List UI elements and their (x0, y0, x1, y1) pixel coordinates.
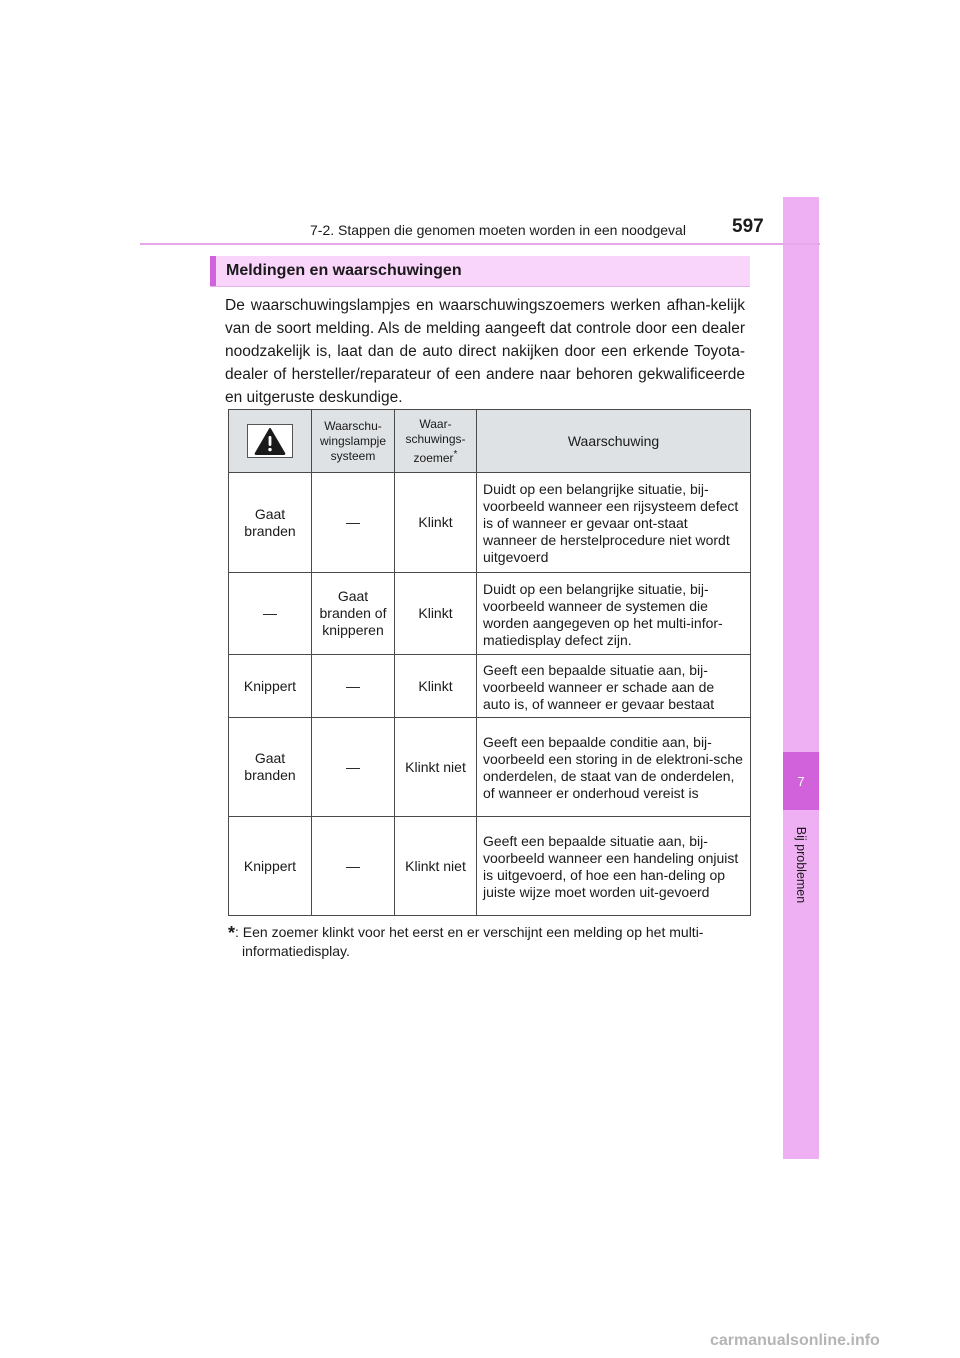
cell-master: — (229, 573, 312, 655)
running-header: 7-2. Stappen die genomen moeten worden in een noodgeval (310, 222, 686, 238)
cell-warning: Geeft een bepaalde conditie aan, bij-voorbeeld een storing in de elektroni-sche onderdelen, de staat van de onderdelen, of wanneer er onderhoud vereist is (477, 718, 751, 817)
header-master-warning-light (229, 410, 312, 473)
header-buzzer-mark: * (453, 448, 458, 460)
chapter-title (784, 818, 818, 912)
page-number: 597 (732, 216, 764, 237)
warning-triangle-icon (254, 427, 286, 455)
cell-warning: Geeft een bepaalde situatie aan, bij-voorbeeld wanneer er schade aan de auto is, of wanneer er gevaar bestaat (477, 655, 751, 718)
warning-table (228, 409, 751, 916)
cell-buzzer: Klinkt (395, 473, 477, 573)
table-row (229, 573, 751, 655)
section-title: Meldingen en waarschuwingen (226, 262, 462, 279)
cell-system: Gaat branden of knipperen (312, 573, 395, 655)
cell-buzzer: Klinkt niet (395, 817, 477, 916)
watermark: carmanualsonline.info (710, 1332, 880, 1349)
cell-system: — (312, 655, 395, 718)
chapter-title-text: Bij problemen (794, 826, 808, 904)
cell-system: — (312, 817, 395, 916)
chapter-number: 7 (783, 752, 819, 810)
chapter-side-tab (783, 197, 819, 1159)
cell-buzzer: Klinkt niet (395, 718, 477, 817)
intro-paragraph: De waarschuwingslampjes en waarschuwingszoemers werken afhan-kelijk van de soort melding. Als de melding aangeeft dat controle door een dealer noodzakelijk is, laat dan de auto direct nakijken door een erkende Toyota-dealer of hersteller/reparateur of een andere naar behoren gekwalificeerde en uitgeruste deskundige. (225, 297, 745, 406)
footnote (228, 923, 748, 960)
cell-warning: Duidt op een belangrijke situatie, bij-voorbeeld wanneer de systemen die worden aangegeven op het multi-infor-matiedisplay defect zijn. (477, 573, 751, 655)
cell-master: Gaat branden (229, 718, 312, 817)
master-warning-light-box (247, 424, 293, 458)
header-buzzer (395, 410, 477, 473)
cell-warning: Geeft een bepaalde situatie aan, bij-voorbeeld wanneer een handeling onjuist is uitgevoerd, of hoe een han-deling op juiste wijze moet worden uit-gevoerd (477, 817, 751, 916)
footnote-line1: : Een zoemer klinkt voor het eerst en er verschijnt een melding op het multi- (235, 924, 704, 940)
table-row (229, 817, 751, 916)
header-rule (140, 243, 820, 245)
cell-warning: Duidt op een belangrijke situatie, bij-voorbeeld wanneer een rijsysteem defect is of wanneer er gevaar ont-staat wanneer de herstelprocedure niet wordt uitgevoerd (477, 473, 751, 573)
header-system-lamp: Waarschu-wingslampje systeem (312, 410, 395, 473)
footnote-line2: informatiedisplay. (242, 943, 350, 959)
table-row (229, 718, 751, 817)
cell-master: Knippert (229, 655, 312, 718)
cell-master: Gaat branden (229, 473, 312, 573)
header-warning: Waarschuwing (477, 410, 751, 473)
section-heading (210, 256, 750, 287)
table-header-row (229, 410, 751, 473)
cell-system: — (312, 473, 395, 573)
footnote-mark: * (228, 923, 236, 943)
cell-buzzer: Klinkt (395, 573, 477, 655)
table-row (229, 473, 751, 573)
cell-master: Knippert (229, 817, 312, 916)
header-buzzer-text: Waar-schuwings-zoemer (405, 416, 466, 465)
table-row (229, 655, 751, 718)
cell-buzzer: Klinkt (395, 655, 477, 718)
cell-system: — (312, 718, 395, 817)
